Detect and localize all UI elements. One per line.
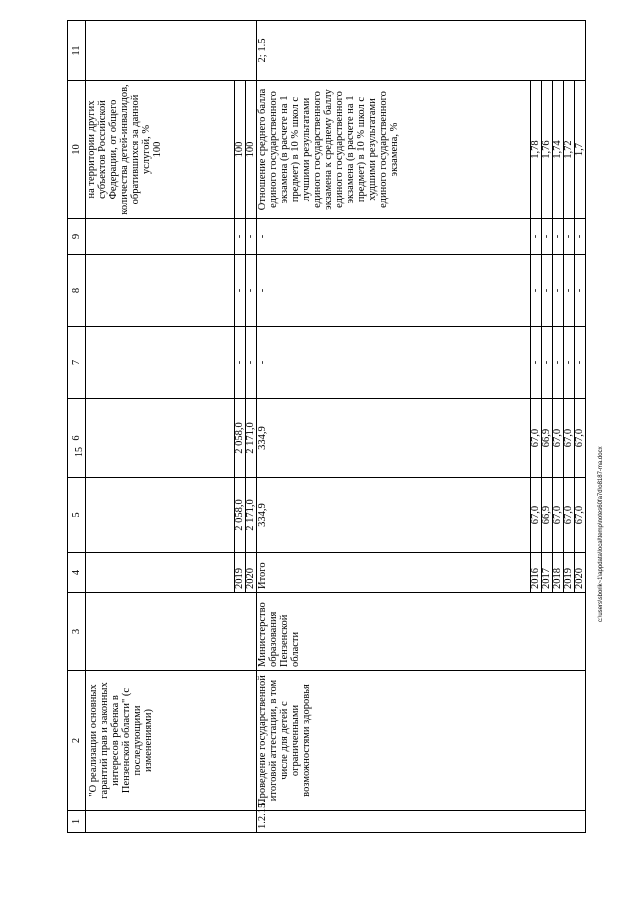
value-cell: - bbox=[531, 327, 542, 399]
value-cell: 67,0 bbox=[564, 478, 575, 553]
value-cell: - bbox=[531, 219, 542, 255]
indicator-value: 1,76 bbox=[542, 81, 553, 219]
year-cell: 2019 bbox=[234, 553, 245, 593]
value-cell: 2 171,0 bbox=[245, 399, 256, 478]
value-cell: 67,0 bbox=[553, 478, 564, 553]
value-cell: 2 058,0 bbox=[234, 399, 245, 478]
indicator-value: 1,78 bbox=[531, 81, 542, 219]
value-cell: 2 171,0 bbox=[245, 478, 256, 553]
value-cell: - bbox=[564, 255, 575, 327]
rotated-table-wrapper bbox=[67, 21, 586, 833]
value-cell: 334,9 bbox=[256, 399, 530, 478]
indicator-value: 100 bbox=[234, 81, 245, 219]
value-cell: 66,9 bbox=[542, 478, 553, 553]
header-row bbox=[68, 21, 86, 833]
program-table bbox=[67, 20, 586, 833]
year-cell bbox=[86, 553, 235, 593]
value-cell: - bbox=[245, 219, 256, 255]
law-title-cell: "О реализации основных гарантий прав и законных интересов ребенка в Пензенской области" (с последующими изменениями) bbox=[86, 671, 257, 811]
value-cell: - bbox=[575, 327, 586, 399]
value-cell: - bbox=[256, 219, 530, 255]
value-cell: - bbox=[564, 327, 575, 399]
value-cell: - bbox=[575, 219, 586, 255]
year-cell: 2016 bbox=[531, 553, 542, 593]
value-cell bbox=[86, 255, 235, 327]
header-cell: 1 bbox=[68, 811, 86, 833]
year-cell: 2020 bbox=[245, 553, 256, 593]
activity-cell: Проведение государственной итоговой аттестации, в том числе для детей с ограниченными возможностями здоровья bbox=[256, 671, 585, 811]
header-cell: 4 bbox=[68, 553, 86, 593]
reference-cell: 2; 1.5 bbox=[256, 21, 585, 81]
indicator-cell bbox=[86, 81, 235, 219]
header-cell: 6 bbox=[68, 399, 86, 478]
indicator-value: 100 bbox=[245, 81, 256, 219]
value-cell: - bbox=[553, 219, 564, 255]
value-cell: 67,0 bbox=[575, 478, 586, 553]
value-cell: 67,0 bbox=[575, 399, 586, 478]
value-cell: 67,0 bbox=[564, 399, 575, 478]
value-cell bbox=[86, 219, 235, 255]
header-cell: 8 bbox=[68, 255, 86, 327]
header-cell: 3 bbox=[68, 593, 86, 671]
year-cell: 2017 bbox=[542, 553, 553, 593]
value-cell: - bbox=[542, 327, 553, 399]
value-cell bbox=[86, 399, 235, 478]
footer-file-path: c:\users\sborik~1\appdata\local\temp\notes60fa7d\o8187-ma.docx bbox=[598, 446, 604, 622]
value-cell: - bbox=[234, 255, 245, 327]
header-cell: 10 bbox=[68, 81, 86, 219]
value-cell bbox=[86, 478, 235, 553]
reference-cell bbox=[86, 21, 257, 81]
row-number-cell: 1.2.15. bbox=[256, 811, 585, 833]
year-cell: 2020 bbox=[575, 553, 586, 593]
indicator-value: 1,74 bbox=[553, 81, 564, 219]
year-cell: 2018 bbox=[553, 553, 564, 593]
value-cell: - bbox=[564, 219, 575, 255]
value-cell: - bbox=[553, 255, 564, 327]
header-cell: 9 bbox=[68, 219, 86, 255]
executor-cell bbox=[86, 593, 257, 671]
value-cell: - bbox=[234, 219, 245, 255]
header-cell: 2 bbox=[68, 671, 86, 811]
table-row bbox=[86, 21, 235, 833]
value-cell: - bbox=[542, 255, 553, 327]
total-label-cell: Итого bbox=[256, 553, 530, 593]
indicator-value: 1,72 bbox=[564, 81, 575, 219]
value-cell: - bbox=[256, 255, 530, 327]
value-cell: - bbox=[531, 255, 542, 327]
value-cell: - bbox=[234, 327, 245, 399]
header-cell: 7 bbox=[68, 327, 86, 399]
value-cell: - bbox=[245, 327, 256, 399]
value-cell: 67,0 bbox=[531, 478, 542, 553]
value-cell: 334,9 bbox=[256, 478, 530, 553]
value-cell: - bbox=[553, 327, 564, 399]
header-cell: 11 bbox=[68, 21, 86, 81]
value-cell bbox=[86, 327, 235, 399]
row-number-cell bbox=[86, 811, 257, 833]
indicator-value: 100 bbox=[152, 141, 163, 158]
value-cell: 67,0 bbox=[531, 399, 542, 478]
table-row bbox=[256, 21, 530, 833]
value-cell: - bbox=[575, 255, 586, 327]
header-cell: 5 bbox=[68, 478, 86, 553]
value-cell: 67,0 bbox=[553, 399, 564, 478]
value-cell: - bbox=[245, 255, 256, 327]
value-cell: - bbox=[542, 219, 553, 255]
value-cell: 66,9 bbox=[542, 399, 553, 478]
year-cell: 2019 bbox=[564, 553, 575, 593]
indicator-value: 1,7 bbox=[575, 81, 586, 219]
value-cell: - bbox=[256, 327, 530, 399]
value-cell: 2 058,0 bbox=[234, 478, 245, 553]
executor-cell: Министерство образования Пензенской области bbox=[256, 593, 585, 671]
page-number: 15 bbox=[74, 447, 85, 457]
indicator-text: на территории других субъектов Российской Федерации, от общего количества детей-инвалидов, обратившихся за данной услугой, % bbox=[86, 84, 152, 215]
indicator-cell: Отношение среднего балла единого государственного экзамена (в расчете на 1 предмет) в 10 % школ с лучшими результатами единого государственного экзамена к среднему баллу единого государственного экзамена (в расчете на 1 предмет) в 10 % школ с худшими результатами единого государственного экзамена, % bbox=[256, 81, 530, 219]
